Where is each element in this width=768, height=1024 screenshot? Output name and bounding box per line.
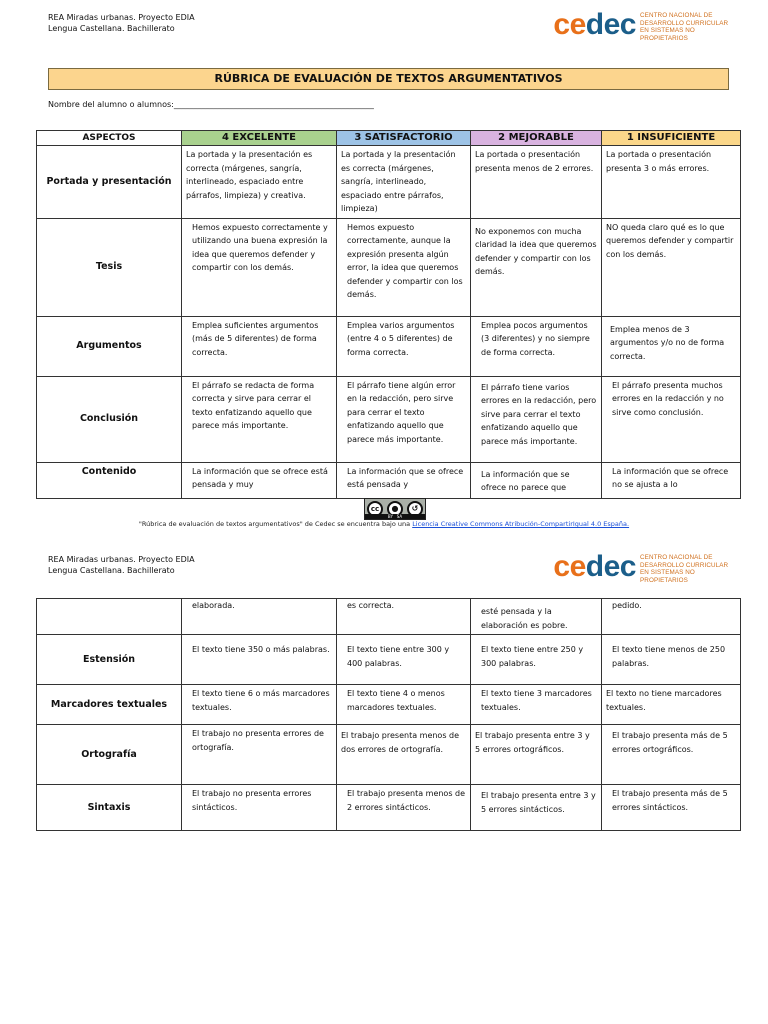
cell-mejorable: El trabajo presenta entre 3 y 5 errores sintácticos. [471, 785, 602, 831]
rubric-table-page1 [36, 130, 741, 499]
cell-mejorable: El párrafo tiene varios errores en la redacción, pero sirve para cerrar el texto enfatizando aquello que parece más importante. [471, 376, 602, 462]
rubric-table-page2 [36, 598, 741, 831]
cell-excelente: El trabajo no presenta errores sintácticos. [182, 785, 337, 831]
col-mejorable: 2 MEJORABLE [471, 131, 602, 146]
page1-header [48, 8, 738, 52]
cell-satisfactorio: El trabajo presenta menos de dos errores de ortografía. [337, 725, 471, 785]
row-aspect: Argumentos [37, 316, 182, 376]
row-aspect: Marcadores textuales [37, 685, 182, 725]
page2-header [48, 550, 738, 594]
cell-insuficiente: pedido. [602, 599, 741, 635]
student-name-line: Nombre del alumno o alumnos:__________________________________________________ [48, 100, 374, 109]
table-row [37, 462, 741, 498]
header-line2: Lengua Castellana. Bachillerato [48, 566, 175, 575]
page-title: RÚBRICA DE EVALUACIÓN DE TEXTOS ARGUMENTATIVOS [48, 68, 729, 90]
by-icon: ● [387, 501, 403, 517]
cell-insuficiente: El texto tiene menos de 250 palabras. [602, 635, 741, 685]
logo-word: cedec [553, 550, 636, 583]
table-row [37, 685, 741, 725]
col-aspects: ASPECTOS [37, 131, 182, 146]
cell-excelente: La información que se ofrece está pensada y muy [182, 462, 337, 498]
header-text [48, 554, 195, 576]
row-aspect: Sintaxis [37, 785, 182, 831]
cc-icon: cc [367, 501, 383, 517]
row-aspect [37, 599, 182, 635]
cell-mejorable: Emplea pocos argumentos (3 diferentes) y no siempre de forma correcta. [471, 316, 602, 376]
header-text [48, 12, 195, 34]
table-row [37, 218, 741, 316]
cell-satisfactorio: Hemos expuesto correctamente, aunque la expresión presenta algún error, la idea que queremos defender y compartir con los demás. [337, 218, 471, 316]
logo-tagline: CENTRO NACIONAL DE DESARROLLO CURRICULAR EN SISTEMAS NO PROPIETARIOS [640, 554, 729, 584]
license-link[interactable]: Licencia Creative Commons Atribución-CompartirIgual 4.0 España. [412, 520, 630, 528]
sa-icon: ↺ [407, 501, 423, 517]
cell-insuficiente: La portada o presentación presenta 3 o más errores. [602, 146, 741, 219]
row-aspect: Conclusión [37, 376, 182, 462]
col-insuficiente: 1 INSUFICIENTE [602, 131, 741, 146]
cell-mejorable: La información que se ofrece no parece que [471, 462, 602, 498]
header-line1: REA Miradas urbanas. Proyecto EDIA [48, 13, 195, 22]
cell-satisfactorio: Emplea varios argumentos (entre 4 o 5 diferentes) de forma correcta. [337, 316, 471, 376]
cell-insuficiente: El trabajo presenta más de 5 errores ortográficos. [602, 725, 741, 785]
cell-excelente: elaborada. [182, 599, 337, 635]
table-row [37, 599, 741, 635]
cell-satisfactorio: La portada y la presentación es correcta (márgenes, sangría, interlineado, espaciado entre párrafos, limpieza) [337, 146, 471, 219]
header-line1: REA Miradas urbanas. Proyecto EDIA [48, 555, 195, 564]
cell-satisfactorio: El párrafo tiene algún error en la redacción, pero sirve para cerrar el texto enfatizando aquello que parece más importante. [337, 376, 471, 462]
table-row [37, 785, 741, 831]
logo-word: cedec [553, 8, 636, 41]
row-aspect: Tesis [37, 218, 182, 316]
row-aspect: Contenido [37, 462, 182, 498]
creative-commons-badge [364, 498, 426, 520]
cell-excelente: El párrafo se redacta de forma correcta y sirve para cerrar el texto enfatizando aquello que parece más importante. [182, 376, 337, 462]
cell-excelente: La portada y la presentación es correcta (márgenes, sangría, interlineado, espaciado entre párrafos, limpieza) y creativa. [182, 146, 337, 219]
license-note [0, 520, 768, 528]
cell-mejorable: esté pensada y la elaboración es pobre. [471, 599, 602, 635]
cell-satisfactorio: El texto tiene 4 o menos marcadores textuales. [337, 685, 471, 725]
cell-mejorable: No exponemos con mucha claridad la idea que queremos defender y compartir con los demás. [471, 218, 602, 316]
cell-insuficiente: El texto no tiene marcadores textuales. [602, 685, 741, 725]
header-line2: Lengua Castellana. Bachillerato [48, 24, 175, 33]
cell-excelente: Hemos expuesto correctamente y utilizando una buena expresión la idea que queremos defender y compartir con los demás. [182, 218, 337, 316]
cell-insuficiente: Emplea menos de 3 argumentos y/o no de forma correcta. [602, 316, 741, 376]
cell-excelente: El texto tiene 350 o más palabras. [182, 635, 337, 685]
cell-satisfactorio: La información que se ofrece está pensada y [337, 462, 471, 498]
cell-satisfactorio: El trabajo presenta menos de 2 errores sintácticos. [337, 785, 471, 831]
cell-insuficiente: El párrafo presenta muchos errores en la redacción y no sirve como conclusión. [602, 376, 741, 462]
table-row [37, 725, 741, 785]
table-row [37, 146, 741, 219]
row-aspect: Estensión [37, 635, 182, 685]
table-row [37, 316, 741, 376]
header-row [37, 131, 741, 146]
cell-insuficiente: El trabajo presenta más de 5 errores sintácticos. [602, 785, 741, 831]
cell-excelente: El texto tiene 6 o más marcadores textuales. [182, 685, 337, 725]
cell-excelente: El trabajo no presenta errores de ortografía. [182, 725, 337, 785]
cell-satisfactorio: es correcta. [337, 599, 471, 635]
col-excelente: 4 EXCELENTE [182, 131, 337, 146]
cc-badge-label: BY SA [365, 514, 425, 519]
row-aspect: Ortografía [37, 725, 182, 785]
license-text: "Rúbrica de evaluación de textos argumentativos" de Cedec se encuentra bajo una [138, 520, 413, 528]
cell-mejorable: El trabajo presenta entre 3 y 5 errores ortográficos. [471, 725, 602, 785]
cell-insuficiente: La información que se ofrece no se ajusta a lo [602, 462, 741, 498]
cell-mejorable: El texto tiene entre 250 y 300 palabras. [471, 635, 602, 685]
cell-satisfactorio: El texto tiene entre 300 y 400 palabras. [337, 635, 471, 685]
cell-mejorable: El texto tiene 3 marcadores textuales. [471, 685, 602, 725]
cell-excelente: Emplea suficientes argumentos (más de 5 diferentes) de forma correcta. [182, 316, 337, 376]
cell-mejorable: La portada o presentación presenta menos de 2 errores. [471, 146, 602, 219]
logo-tagline: CENTRO NACIONAL DE DESARROLLO CURRICULAR EN SISTEMAS NO PROPIETARIOS [640, 12, 729, 42]
row-aspect: Portada y presentación [37, 146, 182, 219]
table-row [37, 635, 741, 685]
table-row [37, 376, 741, 462]
col-satisfactorio: 3 SATISFACTORIO [337, 131, 471, 146]
cell-insuficiente: NO queda claro qué es lo que queremos defender y compartir con los demás. [602, 218, 741, 316]
